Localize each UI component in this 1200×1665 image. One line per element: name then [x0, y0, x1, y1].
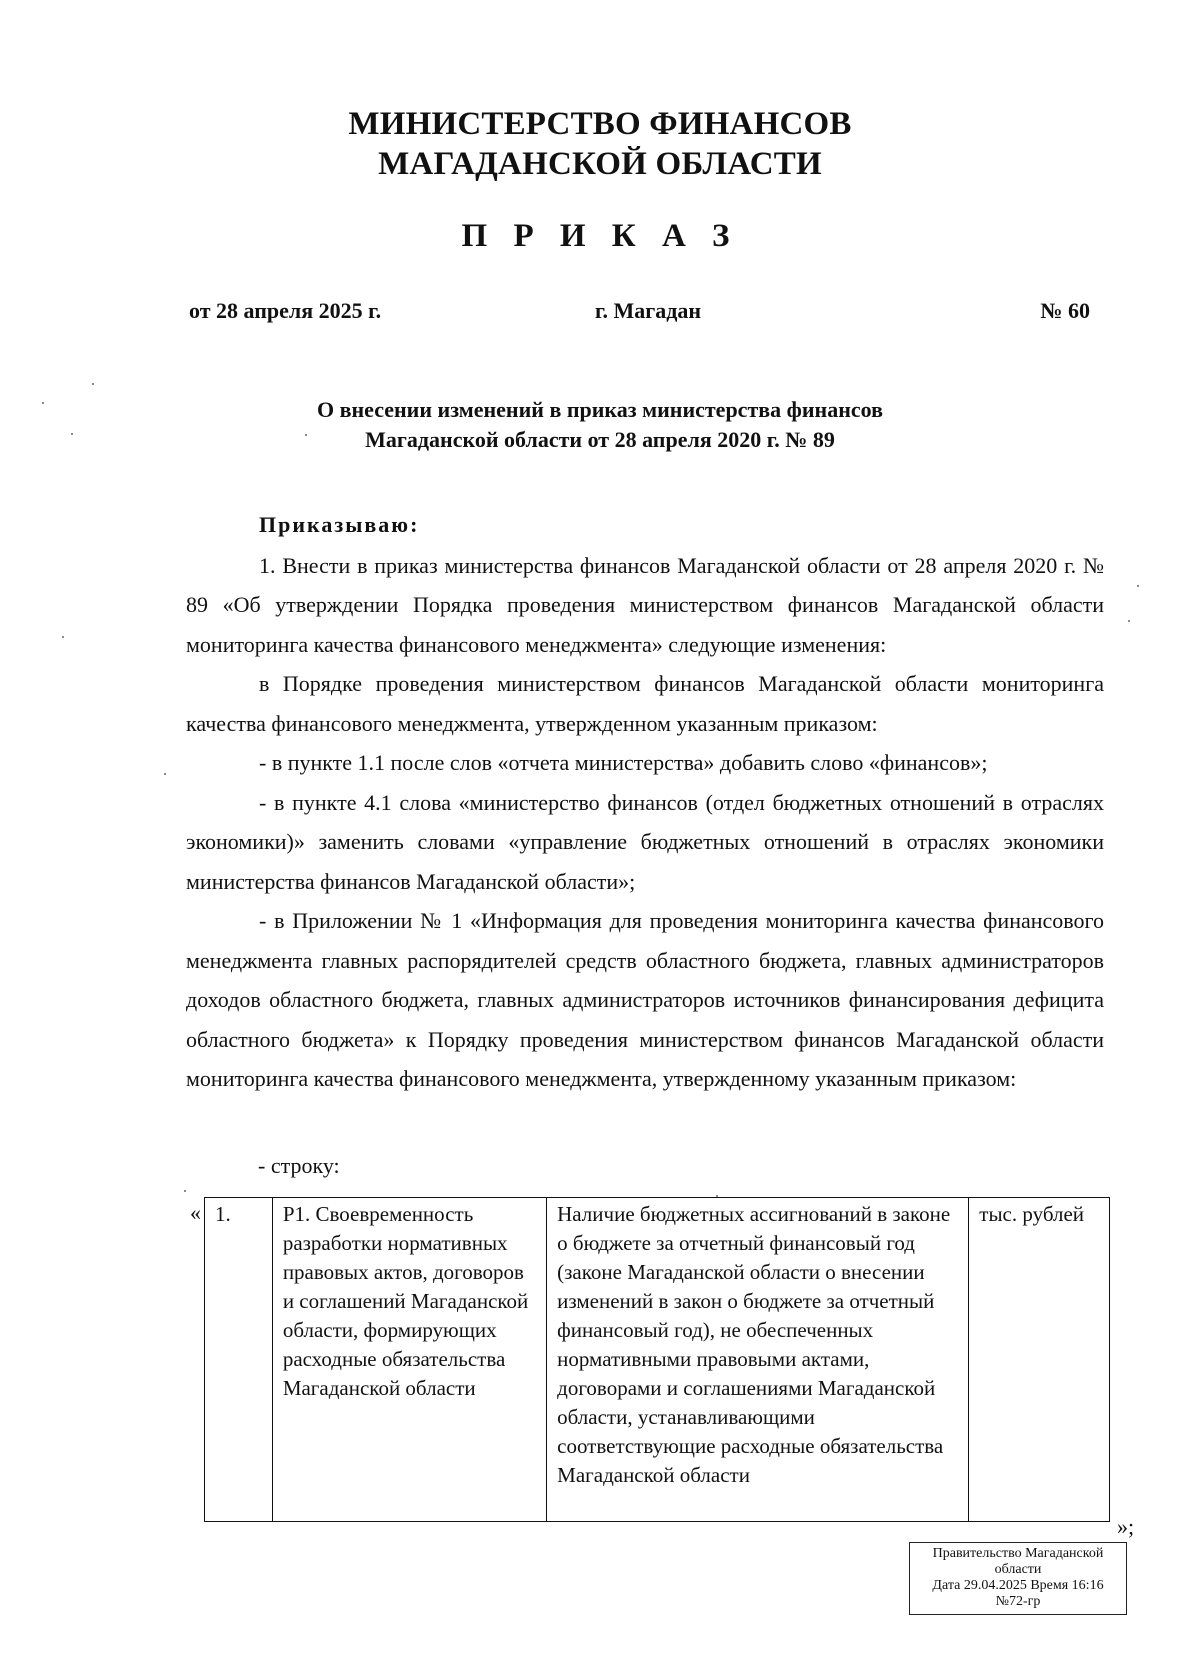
scan-speck: [42, 402, 44, 404]
paragraph-4: - в пункте 4.1 слова «министерство финансов (отдел бюджетных отношений в отраслях экономики)» заменить словами «управление бюджетных отношений в отраслях экономики министерства финансов Магаданской области»;: [186, 789, 1104, 894]
paragraph-2: в Порядке проведения министерством финансов Магаданской области мониторинга качества финансового менеджмента, утвержденном указанным приказом:: [186, 671, 1104, 736]
indicator-table: [204, 1197, 1110, 1522]
table-row: [205, 1198, 1110, 1522]
scan-speck: [305, 434, 307, 436]
scan-speck: [184, 1190, 186, 1192]
scan-speck: [1128, 620, 1130, 622]
stamp-line1: Правительство Магаданской: [932, 1546, 1104, 1561]
row-stub-text: - строку:: [258, 1153, 340, 1178]
cell-unit: тыс. рублей: [969, 1198, 1110, 1522]
scan-speck: [62, 636, 64, 638]
order-subject-line2: Магаданской области от 28 апреля 2020 г. № 89: [365, 427, 835, 452]
ministry-name: [0, 104, 1200, 184]
cell-indicator-name: Р1. Своевременность разработки нормативных правовых актов, договоров и соглашений Магаданской области, формирующих расходные обязательства Магаданской области: [272, 1198, 546, 1522]
scan-speck: [1137, 585, 1139, 587]
cell-indicator-description: Наличие бюджетных ассигнований в законе о бюджете за отчетный финансовый год (законе Магаданской области о внесении изменений в закон о бюджете за отчетный финансовый год), не обеспеченных нормативными правовыми актами, договорами и соглашениями Магаданской области, устанавливающими соответствующие расходные обязательства Магаданской области: [547, 1198, 969, 1522]
order-body: [186, 505, 1104, 1099]
order-subject-line1: О внесении изменений в приказ министерства финансов: [317, 397, 883, 422]
paragraph-5: - в Приложении № 1 «Информация для проведения мониторинга качества финансового менеджмента главных распорядителей средств областного бюджета, главных администраторов доходов областного бюджета, главных администраторов источников финансирования дефицита областного бюджета» к Порядку проведения министерством финансов Магаданской области мониторинга качества финансового менеджмента, утвержденному указанным приказом:: [186, 908, 1104, 1091]
order-directive: Приказываю:: [259, 512, 420, 537]
table-quote-open: «: [190, 1200, 201, 1225]
scan-speck: [716, 1195, 718, 1197]
stamp-line3: Дата 29.04.2025 Время 16:16: [932, 1578, 1104, 1593]
paragraph-1: 1. Внести в приказ министерства финансов Магаданской области от 28 апреля 2020 г. № 89 «Об утверждении Порядка проведения министерством финансов Магаданской области мониторинга качества финансового менеджмента» следующие изменения:: [186, 552, 1104, 657]
scan-speck: [71, 433, 73, 435]
order-city: г. Магадан: [595, 298, 702, 323]
order-title: П Р И К А З: [461, 218, 739, 254]
order-date: от 28 апреля 2025 г.: [189, 298, 382, 323]
order-subject: [0, 395, 1200, 455]
ministry-name-line2: МАГАДАНСКОЙ ОБЛАСТИ: [378, 146, 822, 182]
table-quote-close: »;: [1117, 1514, 1135, 1539]
ministry-name-line1: МИНИСТЕРСТВО ФИНАНСОВ: [348, 106, 852, 142]
order-number: № 60: [1040, 298, 1090, 323]
cell-number: 1.: [205, 1198, 273, 1522]
paragraph-3: - в пункте 1.1 после слов «отчета министерства» добавить слово «финансов»;: [259, 750, 988, 775]
scan-speck: [92, 383, 94, 385]
stamp-line2: области: [994, 1562, 1042, 1577]
registration-stamp: [909, 1542, 1127, 1615]
scan-speck: [164, 773, 166, 775]
stamp-line4: №72-гр: [995, 1594, 1041, 1609]
